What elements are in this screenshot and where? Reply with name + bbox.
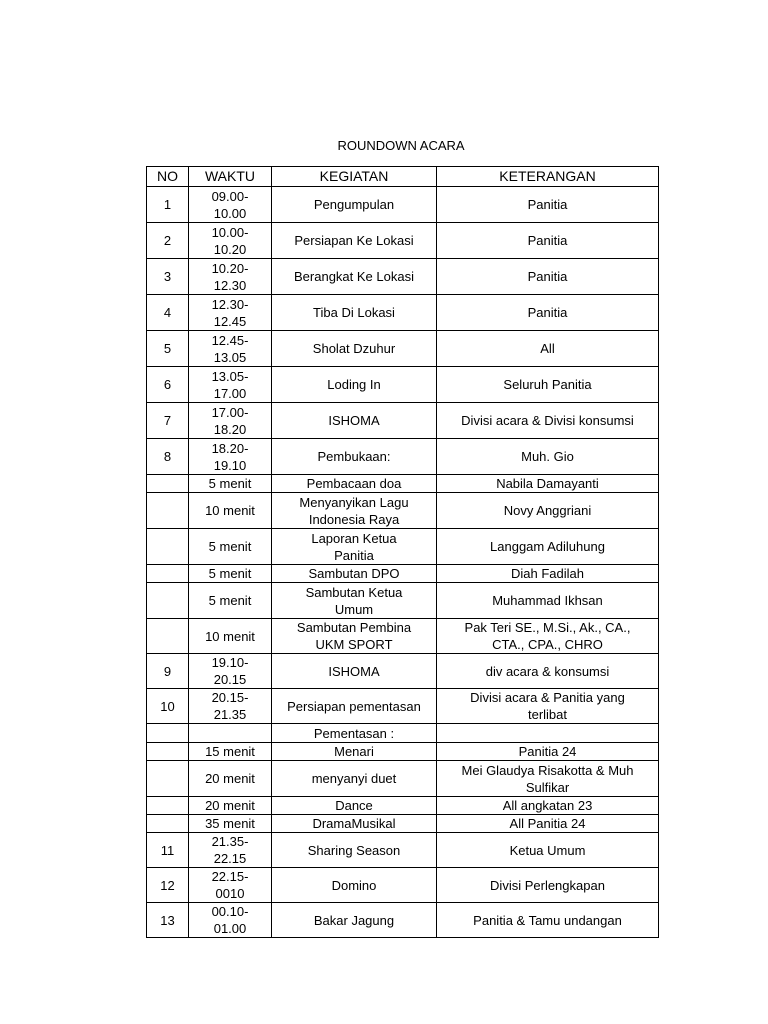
- cell-kegiatan: Menyanyikan Lagu Indonesia Raya: [272, 493, 437, 529]
- cell-kegiatan: ISHOMA: [272, 654, 437, 689]
- cell-no: [147, 797, 189, 815]
- cell-no: 2: [147, 223, 189, 259]
- cell-kegiatan: menyanyi duet: [272, 761, 437, 797]
- cell-keterangan: Nabila Damayanti: [437, 475, 659, 493]
- cell-keterangan: Divisi acara & Divisi konsumsi: [437, 403, 659, 439]
- cell-no: [147, 815, 189, 833]
- cell-no: [147, 529, 189, 565]
- cell-no: 13: [147, 903, 189, 938]
- cell-keterangan: Panitia & Tamu undangan: [437, 903, 659, 938]
- rundown-body: [147, 187, 659, 938]
- cell-waktu: 19.10- 20.15: [189, 654, 272, 689]
- cell-no: 1: [147, 187, 189, 223]
- cell-keterangan: Langgam Adiluhung: [437, 529, 659, 565]
- table-row: [147, 583, 659, 619]
- cell-no: 5: [147, 331, 189, 367]
- cell-waktu: 5 menit: [189, 475, 272, 493]
- cell-no: 10: [147, 689, 189, 724]
- cell-kegiatan: Dance: [272, 797, 437, 815]
- table-row: [147, 654, 659, 689]
- table-row: [147, 295, 659, 331]
- cell-kegiatan: Berangkat Ke Lokasi: [272, 259, 437, 295]
- cell-waktu: 20 menit: [189, 761, 272, 797]
- cell-keterangan: Panitia: [437, 223, 659, 259]
- cell-kegiatan: Tiba Di Lokasi: [272, 295, 437, 331]
- cell-waktu: 13.05- 17.00: [189, 367, 272, 403]
- table-row: [147, 833, 659, 868]
- cell-keterangan: Panitia: [437, 295, 659, 331]
- cell-no: [147, 761, 189, 797]
- table-row: [147, 529, 659, 565]
- cell-waktu: 10 menit: [189, 619, 272, 654]
- header-no: NO: [147, 167, 189, 187]
- cell-kegiatan: Pembukaan:: [272, 439, 437, 475]
- cell-waktu: 00.10- 01.00: [189, 903, 272, 938]
- cell-no: 11: [147, 833, 189, 868]
- table-row: [147, 439, 659, 475]
- table-row: [147, 187, 659, 223]
- cell-waktu: 5 menit: [189, 565, 272, 583]
- cell-no: 12: [147, 868, 189, 903]
- table-row: [147, 475, 659, 493]
- cell-keterangan: Seluruh Panitia: [437, 367, 659, 403]
- cell-kegiatan: Loding In: [272, 367, 437, 403]
- cell-kegiatan: Bakar Jagung: [272, 903, 437, 938]
- cell-waktu: 09.00- 10.00: [189, 187, 272, 223]
- table-row: [147, 724, 659, 743]
- cell-keterangan: Novy Anggriani: [437, 493, 659, 529]
- cell-keterangan: Panitia: [437, 187, 659, 223]
- cell-keterangan: Divisi acara & Panitia yang terlibat: [437, 689, 659, 724]
- table-row: [147, 403, 659, 439]
- cell-waktu: 12.45- 13.05: [189, 331, 272, 367]
- cell-no: [147, 565, 189, 583]
- cell-waktu: 17.00- 18.20: [189, 403, 272, 439]
- cell-keterangan: Muh. Gio: [437, 439, 659, 475]
- cell-waktu: 10.20- 12.30: [189, 259, 272, 295]
- cell-no: 7: [147, 403, 189, 439]
- header-waktu: WAKTU: [189, 167, 272, 187]
- cell-waktu: 10 menit: [189, 493, 272, 529]
- cell-no: 4: [147, 295, 189, 331]
- cell-waktu: 15 menit: [189, 743, 272, 761]
- cell-kegiatan: Sambutan Ketua Umum: [272, 583, 437, 619]
- cell-kegiatan: Menari: [272, 743, 437, 761]
- cell-no: [147, 493, 189, 529]
- cell-keterangan: Panitia 24: [437, 743, 659, 761]
- cell-waktu: 5 menit: [189, 529, 272, 565]
- table-row: [147, 619, 659, 654]
- cell-no: [147, 743, 189, 761]
- cell-no: 6: [147, 367, 189, 403]
- table-row: [147, 868, 659, 903]
- table-row: [147, 797, 659, 815]
- cell-waktu: 5 menit: [189, 583, 272, 619]
- cell-keterangan: [437, 724, 659, 743]
- table-row: [147, 815, 659, 833]
- cell-waktu: [189, 724, 272, 743]
- cell-kegiatan: Laporan Ketua Panitia: [272, 529, 437, 565]
- table-row: [147, 259, 659, 295]
- table-row: [147, 761, 659, 797]
- cell-keterangan: Panitia: [437, 259, 659, 295]
- cell-waktu: 20 menit: [189, 797, 272, 815]
- cell-keterangan: Ketua Umum: [437, 833, 659, 868]
- cell-keterangan: Mei Glaudya Risakotta & Muh Sulfikar: [437, 761, 659, 797]
- table-row: [147, 331, 659, 367]
- cell-no: [147, 619, 189, 654]
- cell-kegiatan: Sambutan Pembina UKM SPORT: [272, 619, 437, 654]
- cell-keterangan: All: [437, 331, 659, 367]
- table-row: [147, 903, 659, 938]
- cell-kegiatan: Persiapan Ke Lokasi: [272, 223, 437, 259]
- cell-no: [147, 724, 189, 743]
- cell-no: 8: [147, 439, 189, 475]
- cell-kegiatan: Pementasan :: [272, 724, 437, 743]
- cell-waktu: 20.15- 21.35: [189, 689, 272, 724]
- table-row: [147, 565, 659, 583]
- rundown-table: [146, 166, 659, 938]
- cell-no: 9: [147, 654, 189, 689]
- cell-kegiatan: DramaMusikal: [272, 815, 437, 833]
- cell-kegiatan: Pembacaan doa: [272, 475, 437, 493]
- cell-keterangan: All angkatan 23: [437, 797, 659, 815]
- cell-keterangan: Divisi Perlengkapan: [437, 868, 659, 903]
- cell-no: [147, 583, 189, 619]
- cell-kegiatan: Pengumpulan: [272, 187, 437, 223]
- cell-keterangan: Muhammad Ikhsan: [437, 583, 659, 619]
- header-kegiatan: KEGIATAN: [272, 167, 437, 187]
- table-row: [147, 743, 659, 761]
- cell-waktu: 10.00- 10.20: [189, 223, 272, 259]
- cell-kegiatan: Sharing Season: [272, 833, 437, 868]
- cell-kegiatan: Domino: [272, 868, 437, 903]
- header-keterangan: KETERANGAN: [437, 167, 659, 187]
- cell-keterangan: All Panitia 24: [437, 815, 659, 833]
- table-row: [147, 367, 659, 403]
- cell-kegiatan: Sholat Dzuhur: [272, 331, 437, 367]
- cell-waktu: 12.30- 12.45: [189, 295, 272, 331]
- document-title: ROUNDOWN ACARA: [337, 138, 465, 153]
- cell-no: 3: [147, 259, 189, 295]
- cell-keterangan: div acara & konsumsi: [437, 654, 659, 689]
- cell-waktu: 21.35- 22.15: [189, 833, 272, 868]
- table-row: [147, 493, 659, 529]
- table-row: [147, 689, 659, 724]
- cell-no: [147, 475, 189, 493]
- table-header-row: [147, 167, 659, 187]
- cell-keterangan: Pak Teri SE., M.Si., Ak., CA., CTA., CPA., CHRO: [437, 619, 659, 654]
- cell-waktu: 18.20- 19.10: [189, 439, 272, 475]
- cell-waktu: 22.15- 0010: [189, 868, 272, 903]
- cell-waktu: 35 menit: [189, 815, 272, 833]
- cell-keterangan: Diah Fadilah: [437, 565, 659, 583]
- table-row: [147, 223, 659, 259]
- cell-kegiatan: ISHOMA: [272, 403, 437, 439]
- cell-kegiatan: Persiapan pementasan: [272, 689, 437, 724]
- cell-kegiatan: Sambutan DPO: [272, 565, 437, 583]
